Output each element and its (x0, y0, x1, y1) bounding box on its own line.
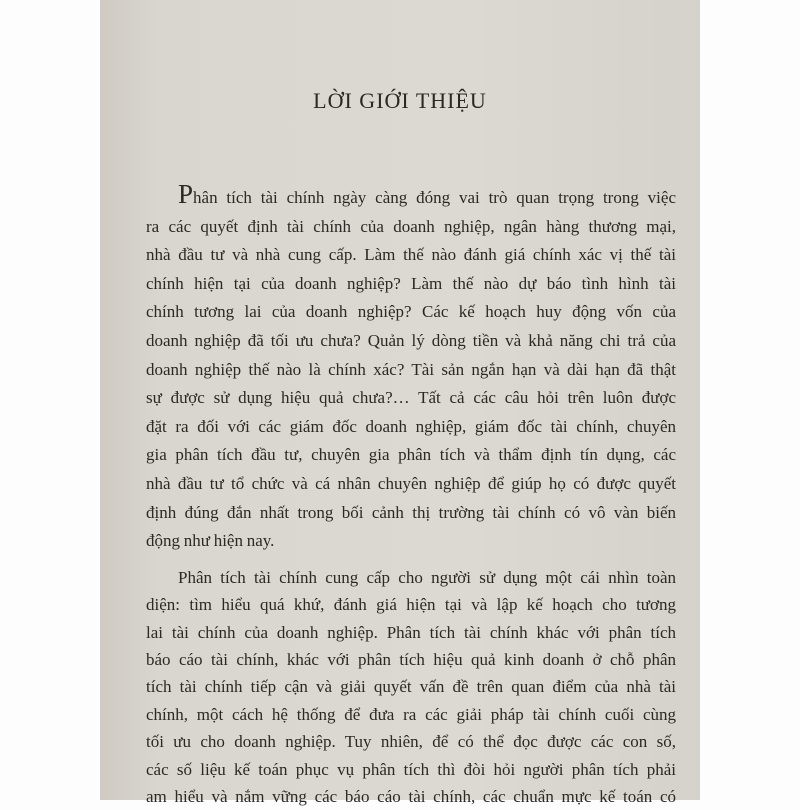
text-line: nhà đầu tư tổ chức và cá nhân chuyên nghiệp để giúp họ có được quyết (146, 473, 676, 493)
drop-cap: P (178, 179, 194, 209)
page-title: LỜI GIỚI THIỆU (313, 88, 487, 113)
text-line: tích tài chính tiếp cận và giải quyết vấn đề trên quan điểm của nhà tài (146, 677, 676, 697)
text-line: nhà đầu tư và nhà cung cấp. Làm thế nào đánh giá chính xác vị thế tài (146, 245, 676, 265)
paragraph-2 (146, 564, 676, 810)
text-line: doanh nghiệp đã tối ưu chưa? Quản lý dòng tiền và khả năng chi trả của (146, 330, 676, 350)
text-line: doanh nghiệp thế nào là chính xác? Tài sản ngắn hạn và dài hạn đã thật (146, 359, 676, 379)
text-line: chính tương lai của doanh nghiệp? Các kế hoạch huy động vốn của (146, 302, 676, 322)
text-line: báo cáo tài chính, khác với phân tích hiệu quả kinh doanh ở chỗ phân (146, 649, 676, 669)
text-line: gia phân tích đầu tư, chuyên gia phân tích và thẩm định tín dụng, các (146, 445, 676, 465)
text-line: diện: tìm hiểu quá khứ, đánh giá hiện tại và lập kế hoạch cho tương (146, 595, 676, 615)
text-line: Phân tích tài chính cung cấp cho người sử dụng một cái nhìn toàn (178, 567, 676, 587)
text-line: các số liệu kế toán phục vụ phân tích thì đòi hỏi người phân tích phải (146, 759, 676, 779)
text-line: chính hiện tại của doanh nghiệp? Làm thế nào dự báo tình hình tài (146, 273, 676, 293)
text-line (146, 180, 676, 213)
text-line: lai tài chính của doanh nghiệp. Phân tích tài chính khác với phân tích (146, 622, 676, 642)
book-page (100, 0, 700, 806)
text-line: định đúng đắn nhất trong bối cảnh thị trường tài chính có vô vàn biến (146, 502, 676, 522)
body-text (146, 180, 676, 810)
text-line: tối ưu cho doanh nghiệp. Tuy nhiên, để có thể đọc được các con số, (146, 732, 676, 752)
text-line: ra các quyết định tài chính của doanh nghiệp, ngân hàng thương mại, (146, 216, 676, 236)
text-line: am hiểu và nắm vững các báo cáo tài chính, các chuẩn mực kế toán có (146, 786, 676, 806)
paragraph-1 (146, 180, 676, 556)
text-line: sự được sử dụng hiệu quả chưa?… Tất cả các câu hỏi trên luôn được (146, 388, 676, 408)
text-line: đặt ra đối với các giám đốc doanh nghiệp, giám đốc tài chính, chuyên (146, 416, 676, 436)
text-line: động như hiện nay. (146, 531, 275, 551)
text-line-content: hân tích tài chính ngày càng đóng vai trò quan trọng trong việc (193, 188, 676, 207)
text-line: chính, một cách hệ thống để đưa ra các giải pháp tài chính cuối cùng (146, 704, 676, 724)
